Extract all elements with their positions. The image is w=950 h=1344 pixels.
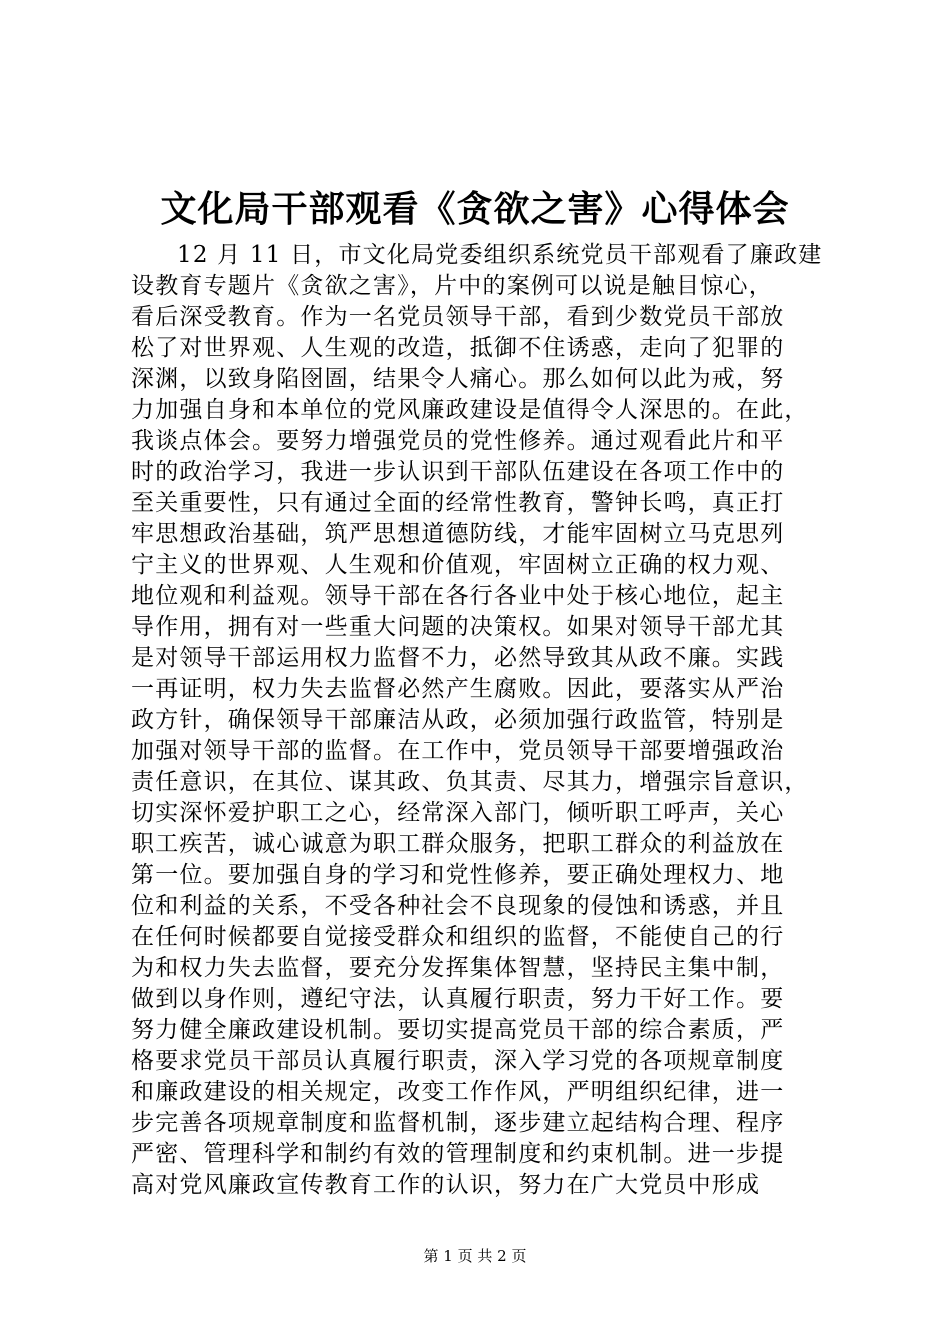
page-number-footer: 第 1 页 共 2 页 bbox=[423, 1247, 527, 1265]
body-line: 和廉政建设的相关规定，改变工作作风，严明组织纪律，进一 bbox=[131, 1079, 785, 1105]
body-line: 在任何时候都要自觉接受群众和组织的监督，不能使自己的行 bbox=[131, 924, 785, 950]
body-line: 12 月 11 日，市文化局党委组织系统党员干部观看了廉政建 bbox=[177, 242, 823, 268]
body-line: 步完善各项规章制度和监督机制，逐步建立起结构合理、程序 bbox=[131, 1110, 785, 1136]
body-line: 导作用，拥有对一些重大问题的决策权。如果对领导干部尤其 bbox=[131, 614, 785, 640]
body-line: 严密、管理科学和制约有效的管理制度和约束机制。进一步提 bbox=[131, 1141, 785, 1167]
body-line: 是对领导干部运用权力监督不力，必然导致其从政不廉。实践 bbox=[131, 645, 785, 671]
body-line: 为和权力失去监督，要充分发挥集体智慧，坚持民主集中制， bbox=[131, 955, 785, 981]
body-line: 格要求党员干部员认真履行职责，深入学习党的各项规章制度 bbox=[131, 1048, 785, 1074]
body-line: 时的政治学习，我进一步认识到干部队伍建设在各项工作中的 bbox=[131, 459, 785, 485]
body-line: 深渊，以致身陷囹圄，结果令人痛心。那么如何以此为戒，努 bbox=[131, 366, 785, 392]
body-line: 我谈点体会。要努力增强党员的党性修养。通过观看此片和平 bbox=[131, 428, 785, 454]
body-line: 力加强自身和本单位的党风廉政建设是值得令人深思的。在此， bbox=[131, 397, 809, 423]
body-line: 职工疾苦，诚心诚意为职工群众服务，把职工群众的利益放在 bbox=[131, 831, 785, 857]
body-line: 松了对世界观、人生观的改造，抵御不住诱惑，走向了犯罪的 bbox=[131, 335, 785, 361]
body-line: 加强对领导干部的监督。在工作中，党员领导干部要增强政治 bbox=[131, 738, 785, 764]
body-line: 至关重要性，只有通过全面的经常性教育，警钟长鸣，真正打 bbox=[131, 490, 785, 516]
document-body bbox=[131, 240, 851, 1201]
body-line: 一再证明，权力失去监督必然产生腐败。因此，要落实从严治 bbox=[131, 676, 785, 702]
body-line: 切实深怀爱护职工之心，经常深入部门，倾听职工呼声，关心 bbox=[131, 800, 785, 826]
body-line: 地位观和利益观。领导干部在各行各业中处于核心地位，起主 bbox=[131, 583, 785, 609]
body-line: 做到以身作则，遵纪守法，认真履行职责，努力干好工作。要 bbox=[131, 986, 785, 1012]
body-line: 第一位。要加强自身的学习和党性修养，要正确处理权力、地 bbox=[131, 862, 785, 888]
body-line: 责任意识，在其位、谋其政、负其责、尽其力，增强宗旨意识， bbox=[131, 769, 809, 795]
body-line: 位和利益的关系，不受各种社会不良现象的侵蚀和诱惑，并且 bbox=[131, 893, 785, 919]
body-line: 看后深受教育。作为一名党员领导干部，看到少数党员干部放 bbox=[131, 304, 785, 330]
body-line: 努力健全廉政建设机制。要切实提高党员干部的综合素质，严 bbox=[131, 1017, 785, 1043]
body-line: 设教育专题片《贪欲之害》，片中的案例可以说是触目惊心， bbox=[131, 273, 773, 299]
body-line: 牢思想政治基础，筑严思想道德防线，才能牢固树立马克思列 bbox=[131, 521, 785, 547]
body-line: 宁主义的世界观、人生观和价值观，牢固树立正确的权力观、 bbox=[131, 552, 785, 578]
body-line: 高对党风廉政宣传教育工作的认识，努力在广大党员中形成 bbox=[131, 1172, 761, 1198]
body-line: 政方针，确保领导干部廉洁从政，必须加强行政监管，特别是 bbox=[131, 707, 785, 733]
document-title: 文化局干部观看《贪欲之害》心得体会 bbox=[160, 188, 790, 230]
